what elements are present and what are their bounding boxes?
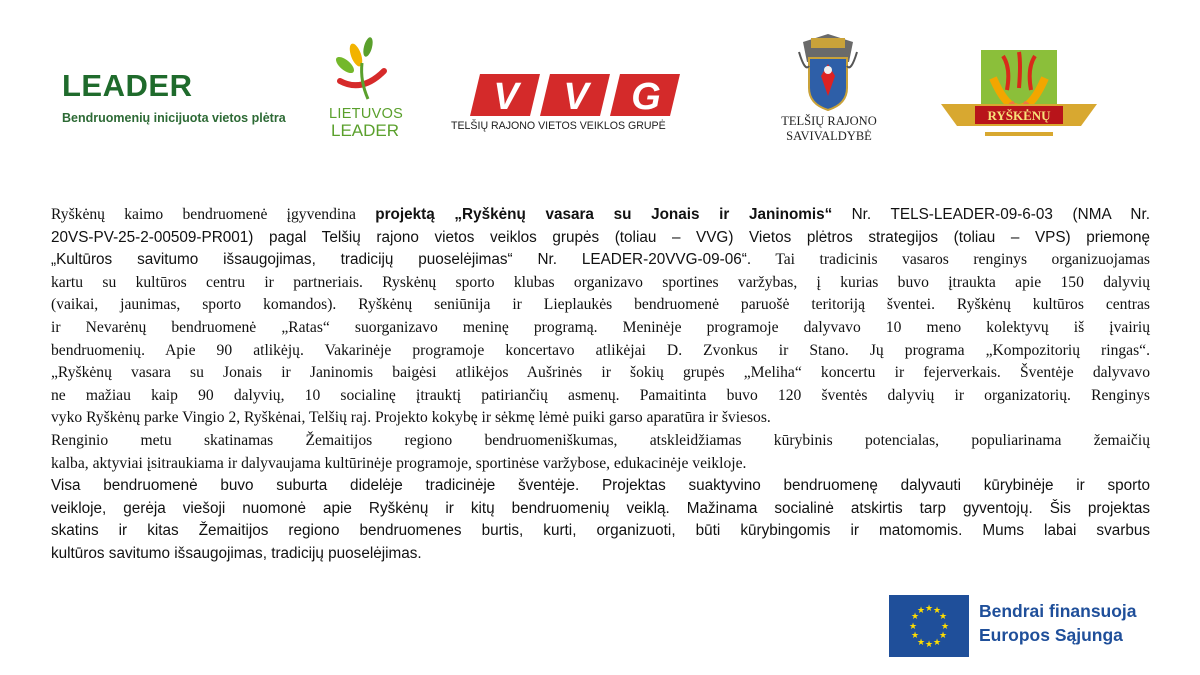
paragraph-2-line-2: kalba, aktyviai įsitraukiama ir dalyvaujama kultūrinėje programoje, sportinėse varžybose, edukacinėje veikloje. bbox=[51, 454, 747, 472]
lietuvos-leader-line1: LIETUVOS bbox=[329, 106, 404, 122]
paragraph-1-line-6: ir Nevarėnų bendruomenė „Ratas“ suorganizavo meninę programą. Meninėje programoje dalyvavo 10 meno kolektyvų iš įvairių bbox=[51, 318, 1150, 336]
lietuvos-leader-logo-icon bbox=[332, 37, 396, 107]
telsiai-line2: SAVIVALDYBĖ bbox=[786, 129, 872, 143]
telsiai-coat-of-arms-icon bbox=[797, 32, 859, 112]
svg-text:★: ★ bbox=[932, 638, 942, 648]
p1-seg1: Ryškėnų kaimo bendruomenė įgyvendina bbox=[51, 206, 356, 223]
vvg-logo bbox=[470, 72, 682, 118]
vvg-letter-3: G bbox=[631, 76, 661, 118]
paragraph-1-line-10: vyko Ryškėnų parke Vingio 2, Ryškėnai, Telšių raj. Projekto kokybę ir sėkmę lėmė puiki garso aparatūra ir šviesos. bbox=[51, 409, 771, 427]
ryskenu-banner-text: RYŠKĖNŲ bbox=[987, 108, 1051, 123]
project-description bbox=[51, 204, 1150, 566]
svg-text:★: ★ bbox=[940, 622, 950, 632]
svg-text:★: ★ bbox=[924, 604, 934, 614]
paragraph-1-line-8: „Ryškėnų vasara su Jonais ir Janinomis baigėsi atlikėjos Aušrinės ir šokių grupės „Meliha“ koncertu ir fejerverkais. Šventėje dalyvavo bbox=[51, 364, 1150, 382]
p1-line3b: Tai tradicinis vasaros renginys organizuojamas bbox=[775, 251, 1150, 269]
leader-logo-subtitle: Bendruomenių inicijuota vietos plėtra bbox=[62, 111, 286, 125]
svg-text:★: ★ bbox=[924, 640, 934, 650]
telsiai-line1: TELŠIŲ RAJONO bbox=[781, 114, 877, 128]
ryskenu-logo bbox=[941, 48, 1097, 148]
svg-text:★: ★ bbox=[910, 631, 920, 641]
lietuvos-leader-line2: LEADER bbox=[331, 121, 400, 140]
paragraph-1-line-3 bbox=[51, 249, 1150, 272]
paragraph-1-line-1 bbox=[51, 204, 1150, 227]
svg-text:★: ★ bbox=[916, 606, 926, 616]
paragraph-3-line-1: Visa bendruomenė buvo suburta didelėje tradicinėje šventėje. Projektas suaktyvino bendruomenę dalyvauti kūrybinėje ir sporto bbox=[51, 477, 1150, 495]
eu-flag-icon bbox=[889, 595, 969, 657]
paragraph-1-line-5: (vaikai, jaunimas, sporto komandos). Ryškėnų seniūnija ir Lieplaukės bendruomenė paruošė teritoriją šventei. Ryškėnų kultūros centras bbox=[51, 296, 1150, 314]
eu-funding-line2: Europos Sąjunga bbox=[979, 625, 1123, 645]
paragraph-1-line-7: bendruomenių. Apie 90 atlikėjų. Vakarinėje programoje koncertavo atlikėjai D. Zvonkus ir Stano. Jų programa „Kompozitorių ringas“. bbox=[51, 341, 1150, 359]
svg-text:★: ★ bbox=[938, 612, 948, 622]
vvg-letter-1: V bbox=[493, 76, 519, 118]
svg-text:★: ★ bbox=[932, 606, 942, 616]
paragraph-1-line-2: 20VS-PV-25-2-00509-PR001) pagal Telšių rajono vietos veiklos grupės (toliau – VVG) Vietos plėtros strategijos (toliau – VPS) priemonę bbox=[51, 228, 1150, 246]
paragraph-2-line-1: Renginio metu skatinamas Žemaitijos regiono bendruomeniškumas, atskleidžiamas kūrybinis potencialas, populiarinama žemaičių bbox=[51, 431, 1150, 449]
p1-seg3: Nr. TELS-LEADER-09-6-03 (NMA Nr. bbox=[851, 206, 1150, 223]
eu-funding-line1: Bendrai finansuoja bbox=[979, 601, 1137, 621]
svg-text:★: ★ bbox=[916, 638, 926, 648]
paragraph-1-line-9: ne mažiau kaip 90 dalyvių, 10 socialinę įtrauktį patiriančių asmenų. Pamaitinta buvo 120 šventės dalyvių ir organizatorių. Renginys bbox=[51, 386, 1150, 404]
svg-text:★: ★ bbox=[938, 631, 948, 641]
vvg-letter-2: V bbox=[563, 76, 589, 118]
p1-line3a: „Kultūros savitumo išsaugojimas, tradicijų puoselėjimas“ Nr. LEADER-20VVG-09-06“. bbox=[51, 251, 752, 269]
vvg-caption: TELŠIŲ RAJONO VIETOS VEIKLOS GRUPĖ bbox=[451, 120, 666, 132]
paragraph-1-line-4: kartu su kultūros centru ir partneriais. Ryskėnų sporto klubas organizavo sportines varžybas, į kurias buvo įtraukta apie 150 dalyvių bbox=[51, 273, 1150, 291]
paragraph-3-line-4: kultūros savitumo išsaugojimas, tradicijų puoselėjimas. bbox=[51, 544, 422, 562]
paragraph-3-line-2: veikloje, gerėja viešoji nuomonė apie Ryškėnų ir kitų bendruomenių veiklą. Mažinama socialinė atskirtis tarp gyventojų. Šis projektas bbox=[51, 499, 1150, 517]
project-title: projektą „Ryškėnų vasara su Jonais ir Janinomis“ bbox=[375, 206, 833, 223]
svg-text:★: ★ bbox=[910, 612, 920, 622]
leader-logo-title: LEADER bbox=[62, 68, 193, 103]
svg-text:★: ★ bbox=[908, 622, 918, 632]
paragraph-3-line-3: skatins ir kitas Žemaitijos regiono bendruomenes burtis, kurti, organizuoti, būti kūrybingomis ir matomomis. Mums labai svarbus bbox=[51, 522, 1150, 540]
